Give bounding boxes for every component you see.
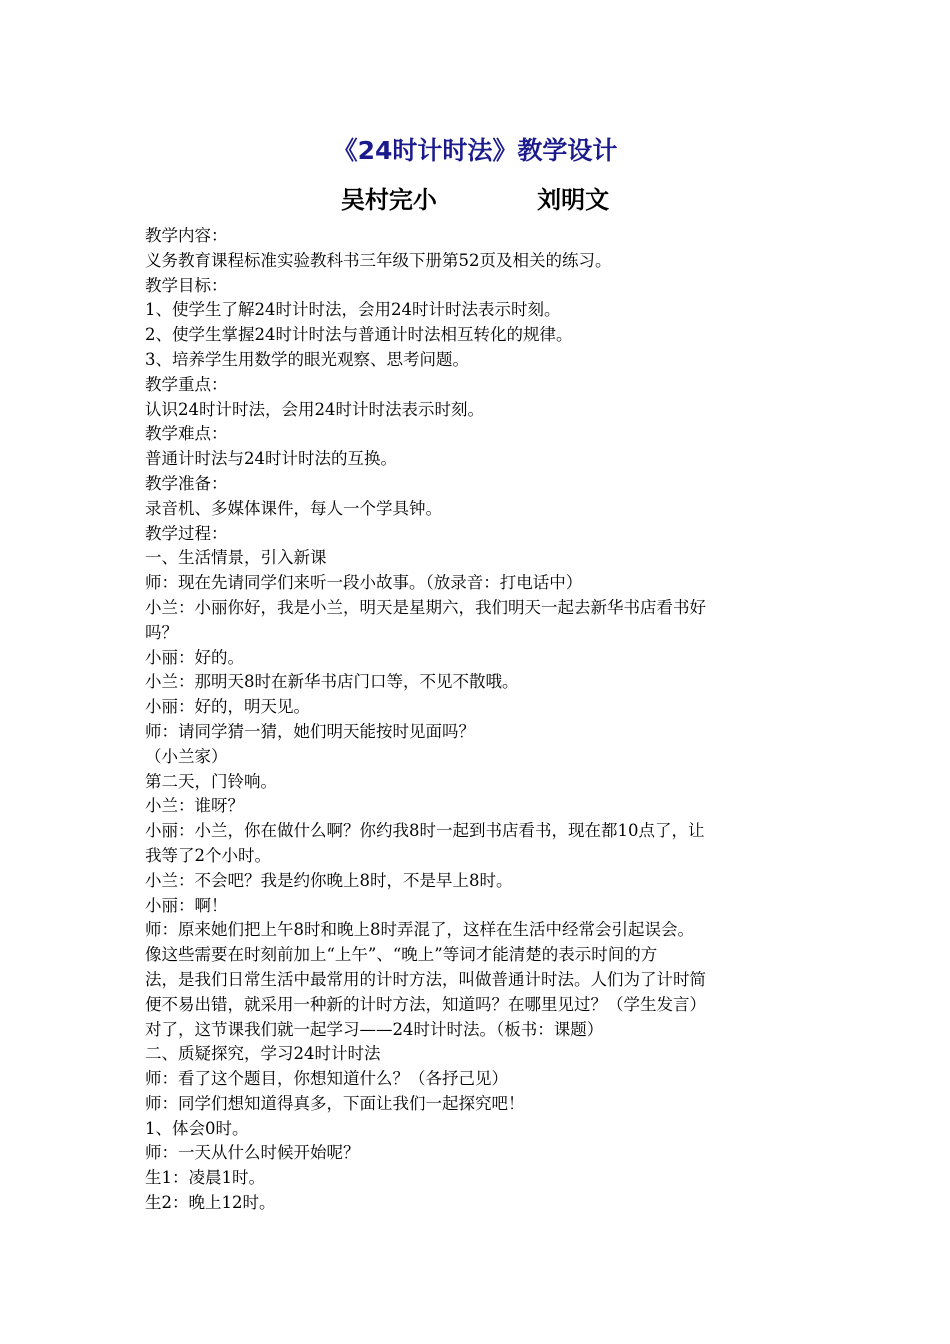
body-line: 一、生活情景，引入新课 xyxy=(145,548,327,568)
body-line: 2、使学生掌握24时计时法与普通计时法相互转化的规律。 xyxy=(145,325,573,345)
body-line: 教学难点： xyxy=(145,424,228,444)
document-body xyxy=(145,224,805,1216)
body-line: 录音机、多媒体课件，每人一个学具钟。 xyxy=(145,498,442,518)
body-line: （小兰家） xyxy=(145,746,228,766)
body-line: 二、质疑探究，学习24时计时法 xyxy=(145,1044,381,1064)
body-line: 吗？ xyxy=(145,622,178,642)
body-line: 认识24时计时法，会用24时计时法表示时刻。 xyxy=(145,399,484,419)
body-line: 1、体会0时。 xyxy=(145,1118,249,1138)
body-line: 生2：晚上12时。 xyxy=(145,1193,276,1213)
body-line: 1、使学生了解24时计时法，会用24时计时法表示时刻。 xyxy=(145,300,561,320)
body-line: 教学准备： xyxy=(145,473,228,493)
document-title: 《24时计时法》教学设计 xyxy=(332,136,618,165)
body-line: 小兰：谁呀？ xyxy=(145,796,244,816)
document-authors: 吴村完小 刘明文 xyxy=(340,186,610,214)
body-line: 教学重点： xyxy=(145,374,228,394)
body-line: 小兰：不会吧？我是约你晚上8时，不是早上8时。 xyxy=(145,870,513,890)
body-line: 小兰：那明天8时在新华书店门口等，不见不散哦。 xyxy=(145,672,519,692)
body-line: 师：现在先请同学们来听一段小故事。（放录音：打电话中） xyxy=(145,573,583,593)
body-line: 小丽：好的，明天见。 xyxy=(145,697,310,717)
body-line: 教学内容： xyxy=(145,226,228,245)
body-line: 师：看了这个题目，你想知道什么？（各抒己见） xyxy=(145,1069,508,1089)
body-line: 第二天，门铃响。 xyxy=(145,771,277,791)
body-line: 便不易出错，就采用一种新的计时方法，知道吗？在哪里见过？（学生发言） xyxy=(145,994,706,1014)
body-line: 师：同学们想知道得真多，下面让我们一起探究吧！ xyxy=(145,1093,525,1113)
body-line: 生1：凌晨1时。 xyxy=(145,1168,265,1188)
body-line: 像这些需要在时刻前加上“上午”、“晚上”等词才能清楚的表示时间的方 xyxy=(145,945,658,965)
body-line: 教学目标： xyxy=(145,275,228,295)
body-line: 义务教育课程标准实验教科书三年级下册第52页及相关的练习。 xyxy=(145,250,612,270)
body-line: 我等了2个小时。 xyxy=(145,845,271,865)
body-line: 师：一天从什么时候开始呢？ xyxy=(145,1143,360,1163)
body-line: 教学过程： xyxy=(145,523,228,543)
body-line: 师：原来她们把上午8时和晚上8时弄混了，这样在生活中经常会引起误会。 xyxy=(145,920,694,940)
body-line: 小丽：啊！ xyxy=(145,895,228,915)
body-line: 小丽：小兰，你在做什么啊？你约我8时一起到书店看书，现在都10点了，让 xyxy=(145,821,705,841)
body-line: 小兰：小丽你好，我是小兰，明天是星期六，我们明天一起去新华书店看书好 xyxy=(145,597,706,617)
body-line: 法，是我们日常生活中最常用的计时方法，叫做普通计时法。人们为了计时简 xyxy=(145,969,706,989)
body-line: 3、培养学生用数学的眼光观察、思考问题。 xyxy=(145,349,469,369)
body-line: 普通计时法与24时计时法的互换。 xyxy=(145,449,397,469)
body-line: 小丽：好的。 xyxy=(145,647,244,667)
body-line: 师：请同学猜一猜，她们明天能按时见面吗？ xyxy=(145,721,475,741)
body-line: 对了，这节课我们就一起学习——24时计时法。（板书：课题） xyxy=(145,1019,604,1039)
